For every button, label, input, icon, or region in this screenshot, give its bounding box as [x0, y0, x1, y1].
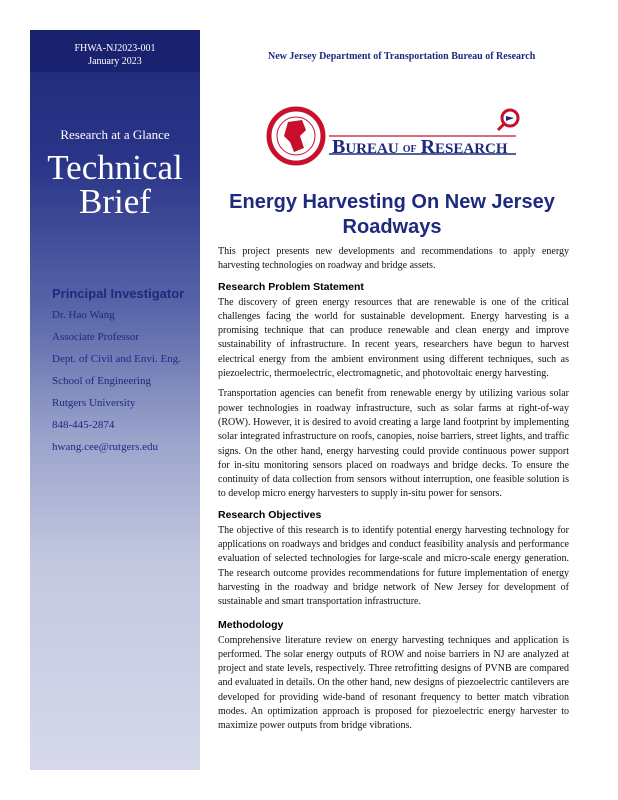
logo-wordmark: BUREAU OF RESEARCH — [332, 136, 508, 158]
department-header: New Jersey Department of Transportation Bureau of Research — [268, 51, 536, 62]
sidebar-title-line2: Brief — [79, 182, 151, 221]
report-number: FHWA-NJ2023-001 — [74, 43, 156, 54]
section-heading-methodology: Methodology — [218, 618, 284, 631]
principal-investigator-details — [52, 308, 181, 462]
report-date: January 2023 — [88, 56, 142, 67]
document-body — [218, 245, 569, 740]
pi-department: Dept. of Civil and Envi. Eng. — [52, 353, 181, 365]
pi-position: Associate Professor — [52, 331, 140, 343]
intro-paragraph: This project presents new developments and recommendations to apply energy harvesting technologies on roadway and bridge assets. — [218, 246, 569, 272]
bureau-of-research-logo — [266, 106, 526, 166]
pi-school: School of Engineering — [52, 375, 151, 387]
objectives-paragraph: The objective of this research is to identify potential energy harvesting technology for applications on roadways and bridges and conduct feasibility analysis and performance evaluation of selected technologies for large-scale and micro-scale energy generation. The research outcome provides recommendations for future implementation of energy harvesting in the roadway and bridge network of New Jersey for development of sustainable and smart transportation infrastructure. — [218, 524, 569, 608]
pi-phone: 848-445-2874 — [52, 419, 115, 431]
section-heading-problem: Research Problem Statement — [218, 280, 364, 293]
pi-university: Rutgers University — [52, 397, 136, 409]
sidebar-title-line1: Technical — [47, 148, 183, 187]
pi-email: hwang.cee@rutgers.edu — [52, 441, 159, 453]
section-heading-objectives: Research Objectives — [218, 508, 322, 521]
methodology-paragraph: Comprehensive literature review on energy harvesting techniques and application is performed. The solar energy outputs of ROW and noise barriers in NJ are analyzed at project and state levels, respectively. Three retrofitting designs of PVNB are compared and evaluated in details. On the other hand, new designs of piezoelectric cantilevers are developed for providing wide-band of resonant frequency to better match vibration modes. An optimization approach is proposed for piezoelectric energy harvester to maximize power outputs from bridge vibrations. — [218, 634, 569, 732]
problem-paragraph-1: The discovery of green energy resources that are renewable is one of the critical challenges facing the world for sustainable development. Energy harvesting is a promising technique that can produce renewable and clean energy and improve sustainability of infrastructure. In recent years, researchers have begun to harvest electrical energy from the ambient environment using different techniques, such as piezoelectric, thermoelectric, electromagnetic, and photovoltaic energy harvesting. — [218, 296, 569, 380]
principal-investigator-heading: Principal Investigator — [52, 286, 185, 301]
sidebar-subtitle: Research at a Glance — [60, 127, 170, 142]
problem-paragraph-2: Transportation agencies can benefit from renewable energy by utilizing various solar power technologies in roadway infrastructure, such as solar farms at right-of-way (ROW). However, it is desired to avoid creating a large land footprint by implementing solar integrated infrastructure on roofs, canopies, noise barriers, street lights, and traffic signs. On the other hand, energy harvesting could provide continuous power support for in-situ monitoring sensors placed on roadways and bridge decks. To ensure the continuity of data collection from sensors without interruption, one feasible solution is to develop micro energy harvesters to supply in-situ power for sensors. — [218, 388, 569, 500]
sidebar — [30, 30, 200, 770]
document-title: Energy Harvesting On New Jersey Roadways — [229, 191, 555, 238]
sidebar-title — [30, 148, 200, 221]
pi-name: Dr. Hao Wang — [52, 309, 115, 321]
